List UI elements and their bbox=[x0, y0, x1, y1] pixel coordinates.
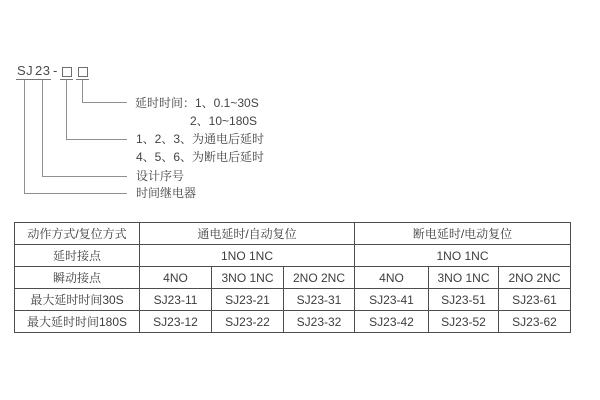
cell-instant-contact: 3NO 1NC bbox=[212, 267, 284, 289]
label-power-on-delay: 1、2、3、为通电后延时 bbox=[136, 132, 265, 146]
cell-power-on-delay-auto-reset: 通电延时/自动复位 bbox=[140, 223, 355, 245]
cell-power-off-delay-electric-reset: 断电延时/电动复位 bbox=[355, 223, 571, 245]
row-header-max-delay-180s: 最大延时时间180S bbox=[15, 311, 140, 333]
model-prefix: SJ bbox=[17, 63, 34, 78]
cell-model-number: SJ23-42 bbox=[355, 311, 429, 333]
cell-instant-contact: 4NO bbox=[355, 267, 429, 289]
cell-model-number: SJ23-32 bbox=[284, 311, 355, 333]
model-selection-table bbox=[14, 222, 571, 333]
leader-line-delay-mode bbox=[67, 80, 128, 140]
cell-instant-contact: 4NO bbox=[140, 267, 212, 289]
row-header-delay-contact: 延时接点 bbox=[15, 245, 140, 267]
cell-model-number: SJ23-11 bbox=[140, 289, 212, 311]
cell-instant-contact: 2NO 2NC bbox=[499, 267, 571, 289]
cell-instant-contact: 3NO 1NC bbox=[429, 267, 499, 289]
table-row-max-delay-30s bbox=[15, 289, 571, 311]
row-header-action-mode: 动作方式/复位方式 bbox=[15, 223, 140, 245]
leader-line-design-serial bbox=[43, 80, 128, 177]
cell-delay-contact-right: 1NO 1NC bbox=[355, 245, 571, 267]
cell-model-number: SJ23-12 bbox=[140, 311, 212, 333]
label-time-relay: 时间继电器 bbox=[136, 186, 197, 200]
cell-model-number: SJ23-22 bbox=[212, 311, 284, 333]
label-delay-time-range-1: 延时时间：1、0.1~30S bbox=[135, 96, 259, 110]
cell-model-number: SJ23-51 bbox=[429, 289, 499, 311]
cell-instant-contact: 2NO 2NC bbox=[284, 267, 355, 289]
cell-model-number: SJ23-21 bbox=[212, 289, 284, 311]
table-row-action-mode bbox=[15, 223, 571, 245]
row-header-max-delay-30s: 最大延时时间30S bbox=[15, 289, 140, 311]
leader-lines-graphic bbox=[0, 0, 400, 220]
table-row-delay-contact bbox=[15, 245, 571, 267]
label-design-serial: 设计序号 bbox=[136, 169, 185, 183]
table-row-instant-contact bbox=[15, 267, 571, 289]
label-power-off-delay: 4、5、6、为断电后延时 bbox=[136, 150, 265, 164]
cell-model-number: SJ23-61 bbox=[499, 289, 571, 311]
row-header-instant-contact: 瞬动接点 bbox=[15, 267, 140, 289]
table-row-max-delay-180s bbox=[15, 311, 571, 333]
cell-model-number: SJ23-31 bbox=[284, 289, 355, 311]
leader-line-delay-time bbox=[83, 80, 128, 103]
cell-model-number: SJ23-41 bbox=[355, 289, 429, 311]
label-delay-time-range-2: 2、10~180S bbox=[190, 114, 258, 128]
model-series-number: 23 bbox=[35, 63, 51, 78]
cell-model-number: SJ23-52 bbox=[429, 311, 499, 333]
model-dash: - bbox=[53, 63, 58, 78]
cell-delay-contact-left: 1NO 1NC bbox=[140, 245, 355, 267]
cell-model-number: SJ23-62 bbox=[499, 311, 571, 333]
